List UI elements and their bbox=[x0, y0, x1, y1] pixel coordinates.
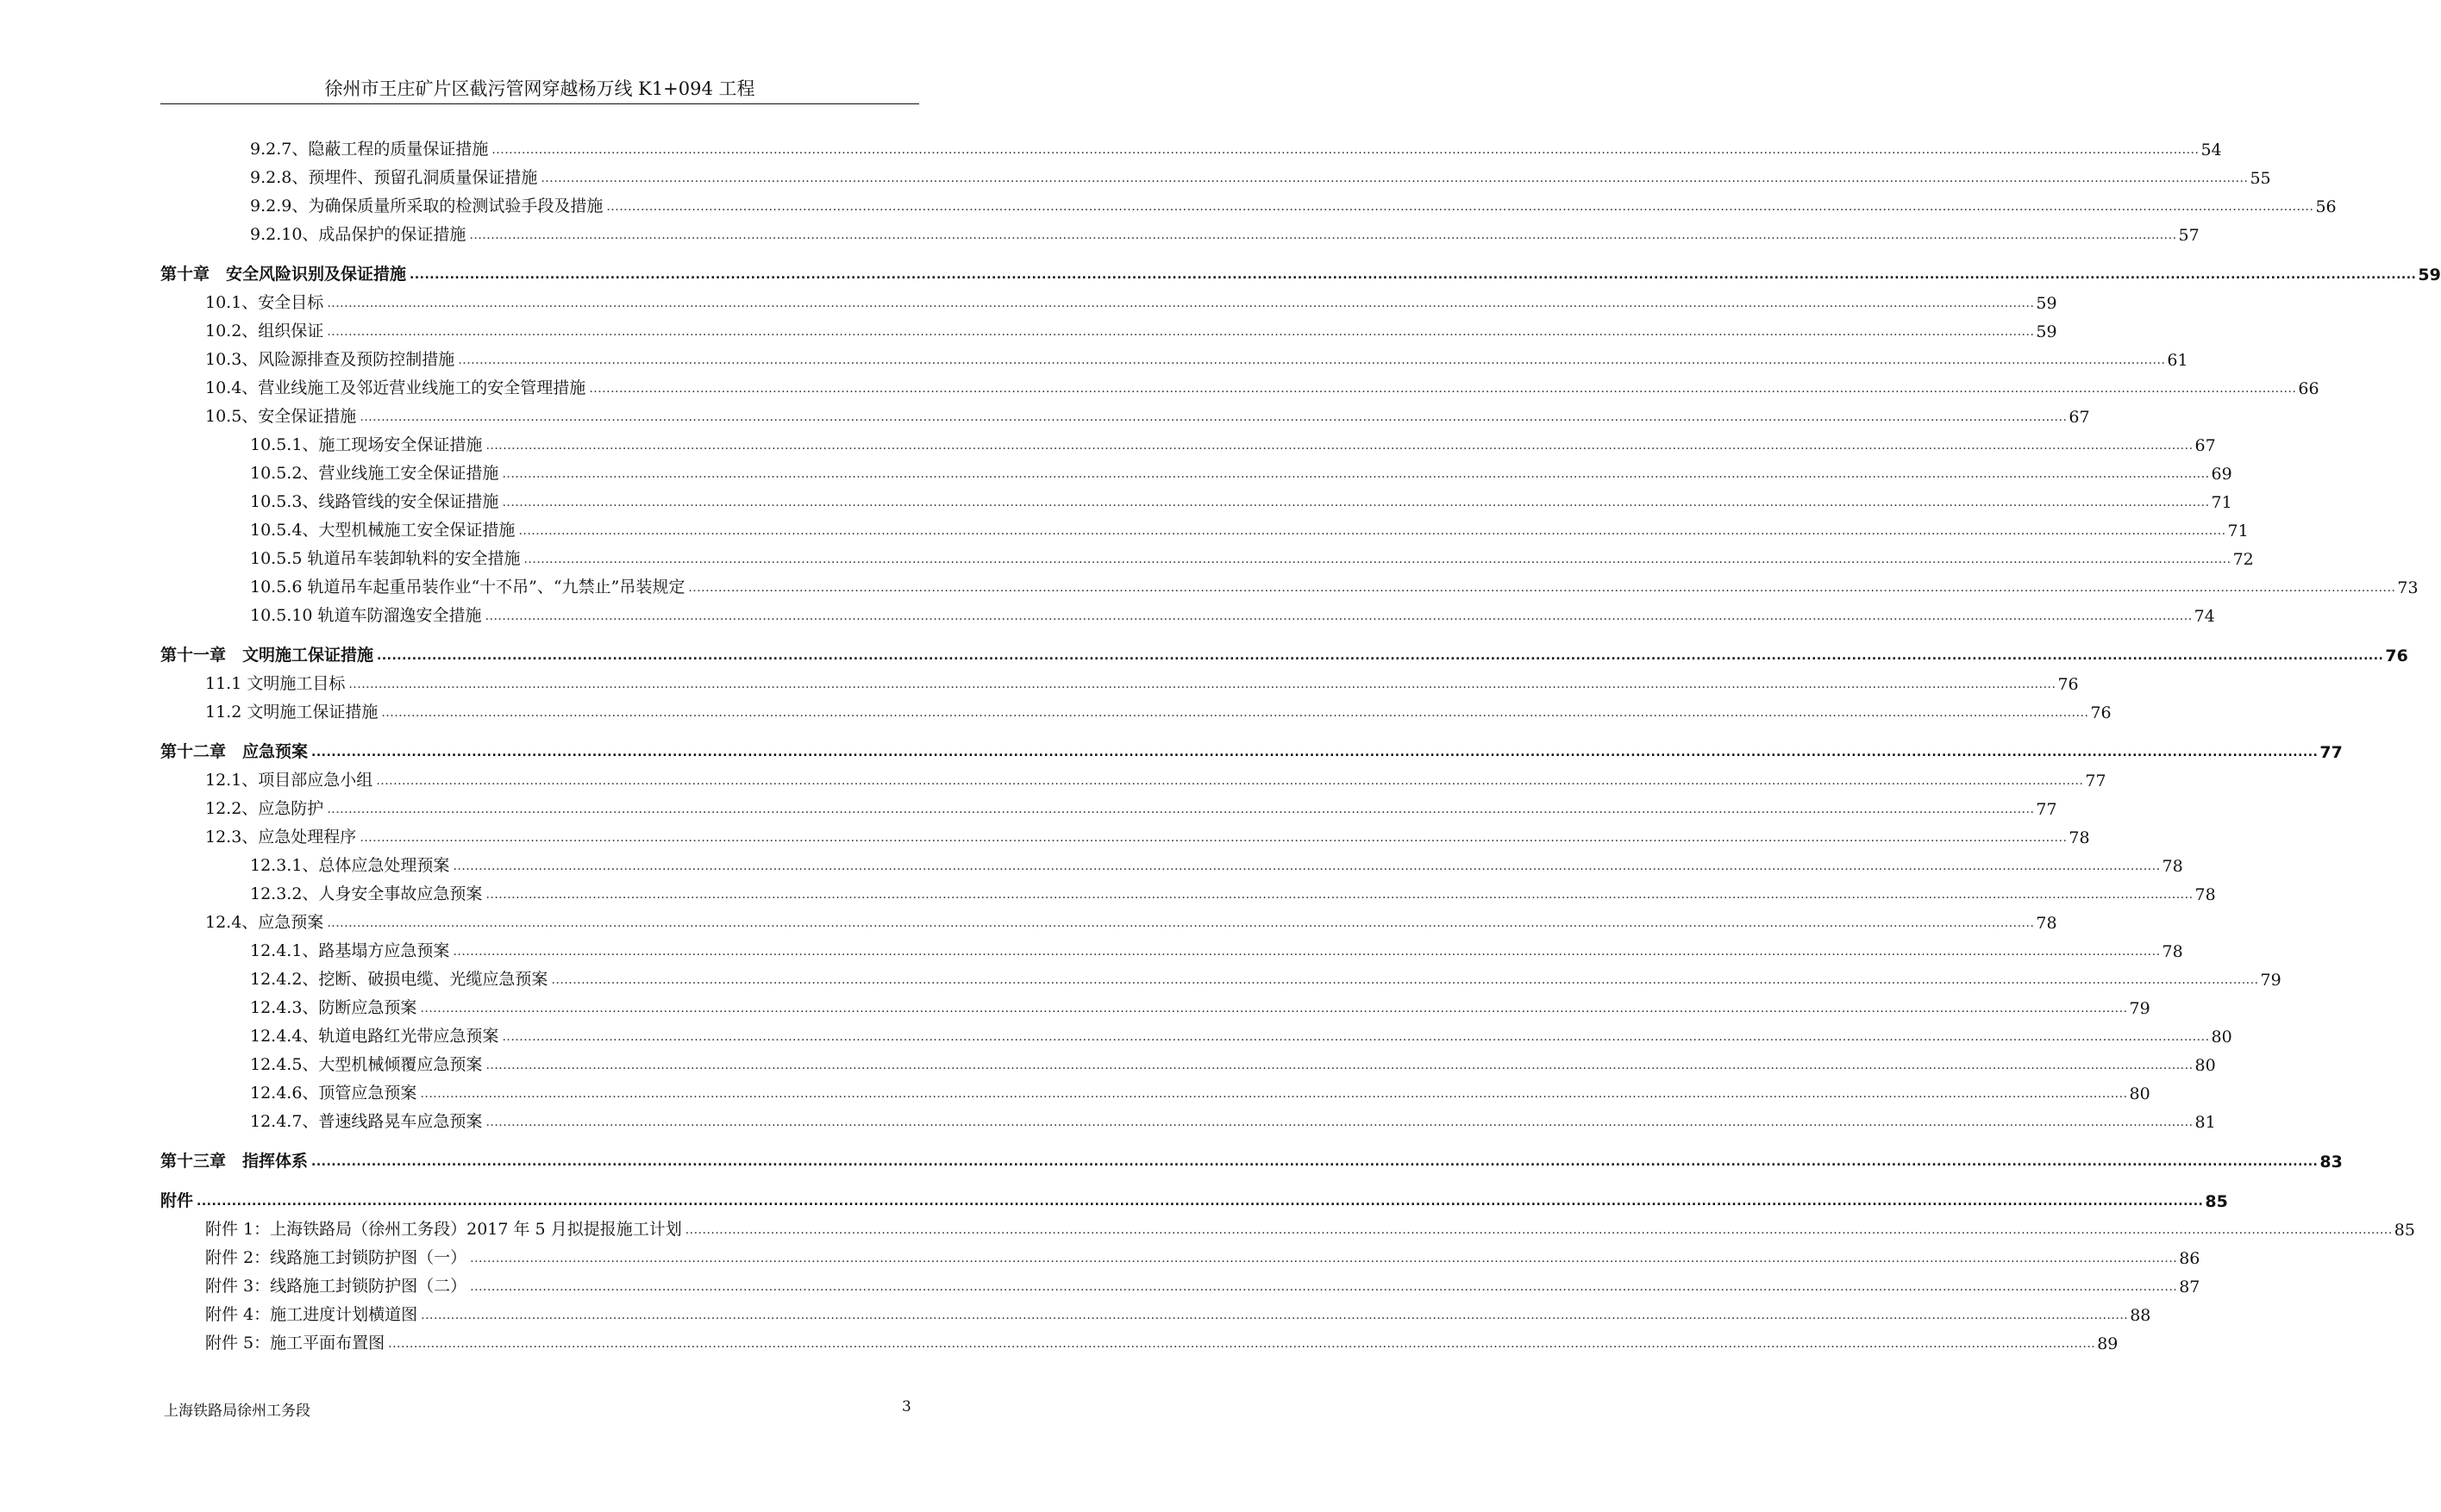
toc-entry-title: 12.4.7、普速线路晃车应急预案 bbox=[250, 1112, 483, 1131]
toc-page-number: 79 bbox=[2260, 971, 2281, 990]
toc-page-number: 76 bbox=[2057, 675, 2079, 694]
toc-dot-leader: ................................................................................................................................................................................................................................................................................................................................................................................................................ bbox=[327, 325, 2035, 339]
toc-page-number: 61 bbox=[2167, 351, 2188, 370]
toc-dot-leader: ................................................................................................................................................................................................................................................................................................................................................................................................................ bbox=[327, 916, 2035, 930]
toc-entry[interactable] bbox=[160, 762, 2106, 790]
toc-page-number: 54 bbox=[2200, 141, 2222, 159]
toc-entry-title: 9.2.7、隐蔽工程的质量保证措施 bbox=[250, 140, 489, 159]
toc-entry-title: 附件 2：线路施工封锁防护图（一） bbox=[205, 1248, 467, 1267]
toc-entry-title: 12.3、应急处理程序 bbox=[205, 828, 357, 847]
toc-entry-title: 9.2.9、为确保质量所采取的检测试验手段及措施 bbox=[250, 197, 604, 216]
toc-dot-leader: ................................................................................................................................................................................................................................................................................................................................................................................................................ bbox=[311, 1155, 2319, 1169]
toc-entry-title: 第十二章 应急预案 bbox=[160, 742, 309, 761]
toc-chapter-entry[interactable] bbox=[160, 722, 2343, 762]
toc-entry-title: 12.4.1、路基塌方应急预案 bbox=[250, 941, 450, 960]
toc-entry[interactable] bbox=[160, 455, 2232, 484]
toc-entry-title: 10.5.10 轨道车防溜逸安全措施 bbox=[250, 606, 482, 625]
toc-chapter-entry[interactable] bbox=[160, 1171, 2228, 1211]
toc-dot-leader: ................................................................................................................................................................................................................................................................................................................................................................................................................ bbox=[502, 1030, 2210, 1044]
toc-entry[interactable] bbox=[160, 569, 2419, 597]
toc-page-number: 80 bbox=[2194, 1056, 2216, 1075]
toc-entry[interactable] bbox=[160, 961, 2281, 990]
toc-dot-leader: ................................................................................................................................................................................................................................................................................................................................................................................................................ bbox=[485, 888, 2194, 902]
toc-page-number: 80 bbox=[2211, 1028, 2232, 1047]
toc-dot-leader: ................................................................................................................................................................................................................................................................................................................................................................................................................ bbox=[453, 945, 2161, 959]
toc-entry-title: 12.4.5、大型机械倾覆应急预案 bbox=[250, 1055, 483, 1074]
toc-entry-title: 10.5.4、大型机械施工安全保证措施 bbox=[250, 521, 516, 540]
toc-page-number: 59 bbox=[2036, 294, 2057, 313]
toc-entry-title: 12.4、应急预案 bbox=[205, 913, 324, 932]
toc-page-number: 69 bbox=[2211, 465, 2232, 484]
toc-entry[interactable] bbox=[160, 398, 2090, 427]
toc-dot-leader: ................................................................................................................................................................................................................................................................................................................................................................................................................ bbox=[458, 353, 2166, 367]
toc-entry-title: 10.3、风险源排查及预防控制措施 bbox=[205, 350, 455, 369]
toc-dot-leader: ................................................................................................................................................................................................................................................................................................................................................................................................................ bbox=[453, 859, 2161, 873]
toc-entry[interactable] bbox=[160, 990, 2150, 1018]
toc-page-number: 85 bbox=[2205, 1192, 2228, 1211]
toc-entry-title: 12.3.2、人身安全事故应急预案 bbox=[250, 884, 483, 903]
toc-entry-title: 10.5.5 轨道吊车装卸轨料的安全措施 bbox=[250, 549, 521, 568]
toc-page-number: 77 bbox=[2085, 772, 2106, 790]
toc-page-number: 71 bbox=[2227, 522, 2249, 540]
toc-entry[interactable] bbox=[160, 131, 2222, 159]
toc-entry[interactable] bbox=[160, 904, 2057, 933]
toc-chapter-entry[interactable] bbox=[160, 245, 2441, 284]
toc-entry[interactable] bbox=[160, 1075, 2150, 1103]
toc-entry-title: 10.5、安全保证措施 bbox=[205, 407, 357, 426]
toc-entry-title: 附件 3：线路施工封锁防护图（二） bbox=[205, 1277, 467, 1296]
toc-dot-leader: ................................................................................................................................................................................................................................................................................................................................................................................................................ bbox=[523, 553, 2231, 566]
toc-page-number: 85 bbox=[2394, 1221, 2415, 1240]
toc-entry-title: 10.1、安全目标 bbox=[205, 293, 324, 312]
toc-dot-leader: ................................................................................................................................................................................................................................................................................................................................................................................................................ bbox=[606, 200, 2314, 214]
toc-page-number: 56 bbox=[2315, 197, 2337, 216]
toc-page-number: 78 bbox=[2036, 914, 2057, 933]
toc-dot-leader: ................................................................................................................................................................................................................................................................................................................................................................................................................ bbox=[589, 382, 2297, 396]
toc-page-number: 67 bbox=[2069, 408, 2090, 427]
toc-dot-leader: ................................................................................................................................................................................................................................................................................................................................................................................................................ bbox=[551, 973, 2259, 987]
toc-page-number: 83 bbox=[2319, 1153, 2343, 1171]
toc-page-number: 81 bbox=[2194, 1113, 2216, 1132]
toc-page-number: 87 bbox=[2179, 1278, 2200, 1296]
toc-dot-leader: ................................................................................................................................................................................................................................................................................................................................................................................................................ bbox=[491, 143, 2200, 157]
toc-page-number: 88 bbox=[2130, 1306, 2151, 1325]
toc-dot-leader: ................................................................................................................................................................................................................................................................................................................................................................................................................ bbox=[485, 439, 2194, 453]
toc-entry-title: 11.2 文明施工保证措施 bbox=[205, 703, 379, 722]
toc-page-number: 74 bbox=[2194, 607, 2215, 626]
toc-entry-title: 第十三章 指挥体系 bbox=[160, 1152, 309, 1171]
toc-page-number: 78 bbox=[2194, 885, 2216, 904]
toc-page-number: 80 bbox=[2129, 1084, 2150, 1103]
toc-dot-leader: ................................................................................................................................................................................................................................................................................................................................................................................................................ bbox=[420, 1002, 2128, 1015]
toc-page-number: 77 bbox=[2036, 800, 2057, 819]
toc-dot-leader: ................................................................................................................................................................................................................................................................................................................................................................................................................ bbox=[327, 297, 2035, 310]
toc-entry[interactable] bbox=[160, 512, 2249, 540]
toc-entry-title: 附件 1：上海铁路局（徐州工务段）2017 年 5 月拟提报施工计划 bbox=[205, 1220, 682, 1239]
toc-entry-title: 12.1、项目部应急小组 bbox=[205, 771, 373, 790]
footer-organization: 上海铁路局徐州工务段 bbox=[164, 1403, 310, 1420]
toc-entry[interactable] bbox=[160, 819, 2090, 847]
table-of-contents bbox=[160, 131, 2441, 1353]
toc-entry[interactable] bbox=[160, 1296, 2151, 1325]
toc-dot-leader: ................................................................................................................................................................................................................................................................................................................................................................................................................ bbox=[518, 524, 2226, 538]
toc-entry[interactable] bbox=[160, 1240, 2200, 1268]
toc-dot-leader: ................................................................................................................................................................................................................................................................................................................................................................................................................ bbox=[376, 774, 2084, 788]
toc-entry[interactable] bbox=[160, 1211, 2415, 1240]
toc-entry[interactable] bbox=[160, 484, 2232, 512]
toc-entry-title: 第十章 安全风险识别及保证措施 bbox=[160, 265, 407, 284]
toc-entry-title: 12.4.4、轨道电路红光带应急预案 bbox=[250, 1027, 499, 1046]
toc-page-number: 73 bbox=[2397, 578, 2419, 597]
toc-entry-title: 12.2、应急防护 bbox=[205, 799, 324, 818]
toc-entry-title: 12.3.1、总体应急处理预案 bbox=[250, 856, 450, 875]
toc-entry-title: 附件 5：施工平面布置图 bbox=[205, 1334, 385, 1353]
footer-page-number: 3 bbox=[902, 1398, 911, 1415]
toc-dot-leader: ................................................................................................................................................................................................................................................................................................................................................................................................................ bbox=[348, 678, 2056, 691]
toc-entry-title: 附件 4：施工进度计划横道图 bbox=[205, 1305, 418, 1324]
toc-entry[interactable] bbox=[160, 370, 2319, 398]
toc-entry-title: 10.4、营业线施工及邻近营业线施工的安全管理措施 bbox=[205, 378, 586, 397]
toc-dot-leader: ................................................................................................................................................................................................................................................................................................................................................................................................................ bbox=[377, 649, 2384, 663]
toc-entry-title: 10.5.1、施工现场安全保证措施 bbox=[250, 435, 483, 454]
toc-page-number: 57 bbox=[2178, 226, 2200, 245]
toc-chapter-entry[interactable] bbox=[160, 626, 2408, 665]
toc-entry-title: 12.4.3、防断应急预案 bbox=[250, 998, 417, 1017]
toc-dot-leader: ................................................................................................................................................................................................................................................................................................................................................................................................................ bbox=[327, 803, 2035, 816]
toc-dot-leader: ................................................................................................................................................................................................................................................................................................................................................................................................................ bbox=[197, 1195, 2204, 1209]
toc-page-number: 55 bbox=[2250, 169, 2271, 188]
toc-entry-title: 附件 bbox=[160, 1191, 194, 1210]
toc-dot-leader: ................................................................................................................................................................................................................................................................................................................................................................................................................ bbox=[360, 410, 2068, 424]
toc-entry[interactable] bbox=[160, 1268, 2200, 1296]
toc-page-number: 86 bbox=[2179, 1249, 2200, 1268]
toc-entry[interactable] bbox=[160, 159, 2271, 188]
toc-page-number: 78 bbox=[2162, 857, 2183, 876]
toc-page-number: 71 bbox=[2211, 493, 2232, 512]
page-header-title: 徐州市王庄矿片区截污管网穿越杨万线 K1+094 工程 bbox=[324, 78, 755, 99]
toc-entry-title: 11.1 文明施工目标 bbox=[205, 674, 346, 693]
toc-dot-leader: ................................................................................................................................................................................................................................................................................................................................................................................................................ bbox=[541, 172, 2249, 185]
toc-entry-title: 9.2.8、预埋件、预留孔洞质量保证措施 bbox=[250, 168, 538, 187]
toc-entry-title: 10.5.3、线路管线的安全保证措施 bbox=[250, 492, 499, 511]
toc-dot-leader: ................................................................................................................................................................................................................................................................................................................................................................................................................ bbox=[410, 268, 2417, 282]
toc-page-number: 78 bbox=[2162, 942, 2183, 961]
toc-entry[interactable] bbox=[160, 1103, 2216, 1132]
toc-dot-leader: ................................................................................................................................................................................................................................................................................................................................................................................................................ bbox=[381, 706, 2089, 720]
toc-dot-leader: ................................................................................................................................................................................................................................................................................................................................................................................................................ bbox=[470, 1280, 2178, 1294]
toc-entry-title: 12.4.2、挖断、破损电缆、光缆应急预案 bbox=[250, 970, 548, 989]
toc-dot-leader: ................................................................................................................................................................................................................................................................................................................................................................................................................ bbox=[388, 1337, 2096, 1351]
toc-page-number: 76 bbox=[2385, 647, 2408, 665]
toc-page-number: 89 bbox=[2097, 1334, 2119, 1353]
toc-dot-leader: ................................................................................................................................................................................................................................................................................................................................................................................................................ bbox=[485, 609, 2193, 623]
toc-entry[interactable] bbox=[160, 665, 2079, 694]
toc-dot-leader: ................................................................................................................................................................................................................................................................................................................................................................................................................ bbox=[470, 1252, 2178, 1265]
toc-entry[interactable] bbox=[160, 188, 2337, 216]
toc-dot-leader: ................................................................................................................................................................................................................................................................................................................................................................................................................ bbox=[502, 467, 2210, 481]
toc-dot-leader: ................................................................................................................................................................................................................................................................................................................................................................................................................ bbox=[688, 581, 2396, 595]
toc-entry[interactable] bbox=[160, 313, 2057, 341]
toc-dot-leader: ................................................................................................................................................................................................................................................................................................................................................................................................................ bbox=[360, 831, 2068, 845]
toc-dot-leader: ................................................................................................................................................................................................................................................................................................................................................................................................................ bbox=[421, 1309, 2129, 1322]
toc-entry-title: 9.2.10、成品保护的保证措施 bbox=[250, 225, 466, 244]
toc-entry[interactable] bbox=[160, 1325, 2119, 1353]
toc-entry-title: 10.5.2、营业线施工安全保证措施 bbox=[250, 464, 499, 483]
toc-entry[interactable] bbox=[160, 540, 2254, 569]
toc-entry[interactable] bbox=[160, 216, 2200, 245]
toc-dot-leader: ................................................................................................................................................................................................................................................................................................................................................................................................................ bbox=[485, 1115, 2194, 1129]
toc-page-number: 77 bbox=[2319, 743, 2343, 762]
toc-entry-title: 10.5.6 轨道吊车起重吊装作业“十不吊”、“九禁止”吊装规定 bbox=[250, 578, 685, 597]
toc-entry[interactable] bbox=[160, 597, 2215, 626]
toc-entry[interactable] bbox=[160, 933, 2183, 961]
toc-dot-leader: ................................................................................................................................................................................................................................................................................................................................................................................................................ bbox=[485, 1059, 2194, 1072]
toc-entry[interactable] bbox=[160, 1018, 2232, 1047]
toc-dot-leader: ................................................................................................................................................................................................................................................................................................................................................................................................................ bbox=[469, 228, 2177, 242]
toc-entry[interactable] bbox=[160, 847, 2183, 876]
toc-dot-leader: ................................................................................................................................................................................................................................................................................................................................................................................................................ bbox=[311, 746, 2319, 759]
toc-page-number: 67 bbox=[2194, 436, 2216, 455]
toc-dot-leader: ................................................................................................................................................................................................................................................................................................................................................................................................................ bbox=[420, 1087, 2128, 1101]
toc-entry[interactable] bbox=[160, 427, 2216, 455]
toc-entry-title: 10.2、组织保证 bbox=[205, 322, 324, 341]
toc-page-number: 79 bbox=[2129, 999, 2150, 1018]
toc-entry[interactable] bbox=[160, 284, 2057, 313]
toc-dot-leader: ................................................................................................................................................................................................................................................................................................................................................................................................................ bbox=[502, 496, 2210, 509]
toc-page-number: 66 bbox=[2298, 379, 2319, 398]
toc-dot-leader: ................................................................................................................................................................................................................................................................................................................................................................................................................ bbox=[685, 1223, 2393, 1237]
toc-entry[interactable] bbox=[160, 341, 2188, 370]
toc-page-number: 78 bbox=[2069, 828, 2090, 847]
toc-entry[interactable] bbox=[160, 790, 2057, 819]
toc-page-number: 72 bbox=[2232, 550, 2254, 569]
toc-entry[interactable] bbox=[160, 1047, 2216, 1075]
header-rule bbox=[160, 103, 919, 104]
toc-entry[interactable] bbox=[160, 876, 2216, 904]
toc-entry-title: 第十一章 文明施工保证措施 bbox=[160, 646, 374, 665]
toc-entry-title: 12.4.6、顶管应急预案 bbox=[250, 1084, 417, 1103]
toc-page-number: 76 bbox=[2090, 703, 2112, 722]
toc-page-number: 59 bbox=[2036, 322, 2057, 341]
toc-chapter-entry[interactable] bbox=[160, 1132, 2343, 1171]
toc-page-number: 59 bbox=[2418, 266, 2441, 284]
toc-entry[interactable] bbox=[160, 694, 2112, 722]
